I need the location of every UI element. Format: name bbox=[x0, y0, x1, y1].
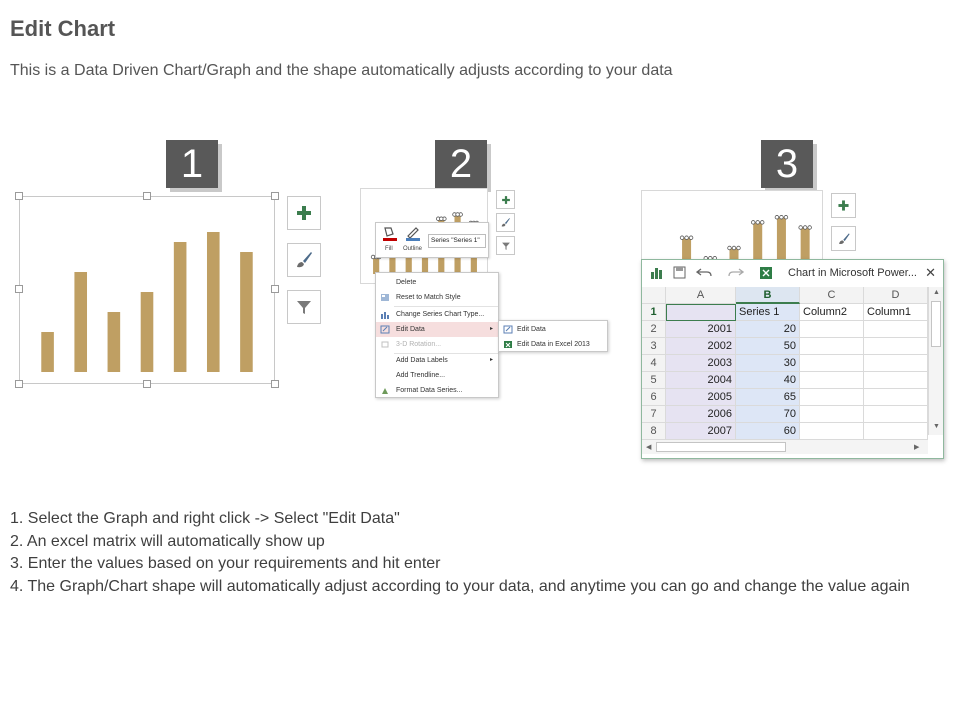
bar-selection-handle bbox=[456, 213, 460, 217]
bar-selection-handle bbox=[439, 217, 443, 221]
cell-empty[interactable] bbox=[864, 389, 928, 406]
bar-selection-handle bbox=[780, 215, 784, 219]
excel-icon bbox=[503, 340, 513, 349]
scroll-left-icon[interactable]: ◀ bbox=[646, 444, 652, 451]
cell-empty[interactable] bbox=[800, 423, 864, 440]
scroll-up-icon[interactable]: ▲ bbox=[933, 289, 940, 296]
menu-item-change-chart-type[interactable] bbox=[376, 307, 498, 322]
bar-selection-handle bbox=[685, 236, 689, 240]
bar-chart-selected[interactable] bbox=[645, 205, 821, 259]
edit-data-icon bbox=[380, 325, 390, 334]
row-header[interactable]: 2 bbox=[642, 321, 666, 338]
column-header-c[interactable]: C bbox=[800, 287, 864, 304]
context-menu bbox=[375, 272, 499, 398]
reset-style-icon bbox=[380, 293, 390, 302]
edit-data-icon bbox=[503, 325, 513, 334]
vertical-scrollbar[interactable] bbox=[928, 287, 943, 435]
cell-year[interactable]: 2001 bbox=[666, 321, 736, 338]
row-header[interactable]: 7 bbox=[642, 406, 666, 423]
bar-2006[interactable] bbox=[207, 232, 220, 372]
cell-series-value[interactable]: 65 bbox=[736, 389, 800, 406]
scrollbar-thumb[interactable] bbox=[931, 301, 941, 347]
bar-2005[interactable] bbox=[174, 242, 187, 372]
row-header[interactable]: 4 bbox=[642, 355, 666, 372]
cell-empty[interactable] bbox=[864, 423, 928, 440]
menu-item-label: Reset to Match Style bbox=[396, 294, 461, 301]
cell-year[interactable]: 2004 bbox=[666, 372, 736, 389]
menu-item-label: Format Data Series... bbox=[396, 387, 463, 394]
menu-item-delete[interactable] bbox=[376, 275, 498, 290]
instruction-step-4: 4. The Graph/Chart shape will automatically adjust according to your data, and anytime you can go and change the value again bbox=[10, 577, 910, 595]
cell-empty[interactable] bbox=[864, 338, 928, 355]
resize-handle[interactable] bbox=[143, 192, 151, 200]
fill-button[interactable] bbox=[380, 226, 402, 256]
bar-selection-handle bbox=[784, 215, 788, 219]
outline-label: Outline bbox=[403, 246, 423, 252]
excel-window bbox=[641, 259, 944, 459]
menu-item-3d-rotation bbox=[376, 337, 498, 352]
add-chart-element-button[interactable] bbox=[496, 190, 515, 209]
chart-styles-button[interactable] bbox=[831, 226, 856, 251]
row-header[interactable]: 6 bbox=[642, 389, 666, 406]
select-all-corner[interactable] bbox=[642, 287, 666, 304]
cell-empty[interactable] bbox=[864, 372, 928, 389]
menu-item-format-data-series[interactable] bbox=[376, 383, 498, 398]
filter-icon bbox=[295, 298, 313, 316]
resize-handle[interactable] bbox=[15, 380, 23, 388]
menu-item-add-trendline[interactable] bbox=[376, 368, 498, 383]
bar-selection-handle bbox=[760, 221, 764, 225]
row-header-1[interactable]: 1 bbox=[642, 304, 666, 321]
rotate-3d-icon bbox=[380, 340, 390, 349]
cell-series-value[interactable]: 60 bbox=[736, 423, 800, 440]
bar-2005[interactable] bbox=[753, 222, 762, 259]
instruction-step-2: 2. An excel matrix will automatically show up bbox=[10, 532, 325, 550]
cell-series-value[interactable]: 40 bbox=[736, 372, 800, 389]
resize-handle[interactable] bbox=[15, 192, 23, 200]
cell-c1[interactable]: Column2 bbox=[800, 304, 864, 321]
bar-selection-handle bbox=[732, 246, 736, 250]
bar-selection-handle bbox=[680, 236, 684, 240]
row-header[interactable]: 8 bbox=[642, 423, 666, 440]
bar-selection-handle bbox=[803, 226, 807, 230]
scroll-down-icon[interactable]: ▼ bbox=[933, 423, 940, 430]
instruction-step-3: 3. Enter the values based on your requirements and hit enter bbox=[10, 555, 441, 572]
redo-icon[interactable] bbox=[726, 266, 744, 279]
menu-item-add-data-labels[interactable] bbox=[376, 353, 498, 368]
cell-empty[interactable] bbox=[864, 406, 928, 423]
bar-selection-handle bbox=[728, 246, 732, 250]
submenu-item-label: Edit Data bbox=[517, 326, 546, 333]
undo-icon[interactable] bbox=[696, 266, 714, 279]
excel-titlebar bbox=[642, 260, 943, 286]
bar-2006[interactable] bbox=[777, 217, 786, 259]
menu-item-label: Delete bbox=[396, 279, 417, 286]
paint-bucket-icon bbox=[381, 226, 401, 242]
row-header[interactable]: 3 bbox=[642, 338, 666, 355]
cell-year[interactable]: 2006 bbox=[666, 406, 736, 423]
resize-handle[interactable] bbox=[143, 380, 151, 388]
cell-b1[interactable]: Series 1 bbox=[736, 304, 800, 321]
submenu-item-edit-data-excel[interactable] bbox=[499, 337, 607, 352]
plus-icon bbox=[501, 195, 511, 205]
edit-data-submenu bbox=[498, 320, 608, 352]
submenu-item-label: Edit Data in Excel 2013 bbox=[517, 341, 590, 348]
excel-window-title: Chart in Microsoft Power... bbox=[788, 267, 917, 279]
series-select-value: Series "Series 1" bbox=[431, 237, 480, 244]
format-mini-toolbar bbox=[375, 222, 489, 258]
delete-icon bbox=[380, 278, 390, 287]
horizontal-scrollbar[interactable] bbox=[642, 439, 928, 454]
column-header-d[interactable]: D bbox=[864, 287, 928, 304]
chart-filters-button[interactable] bbox=[496, 236, 515, 255]
brush-icon bbox=[837, 232, 851, 246]
page-title: Edit Chart bbox=[10, 16, 116, 41]
chart-styles-button[interactable] bbox=[287, 243, 321, 277]
menu-item-label: Change Series Chart Type... bbox=[396, 311, 485, 318]
cell-series-value[interactable]: 50 bbox=[736, 338, 800, 355]
column-header-b[interactable]: B bbox=[736, 287, 800, 304]
excel-icon[interactable] bbox=[759, 266, 773, 280]
scrollbar-thumb[interactable] bbox=[656, 442, 786, 452]
bar-2002[interactable] bbox=[682, 238, 691, 259]
menu-item-label: Edit Data bbox=[396, 326, 425, 333]
fill-label: Fill bbox=[385, 246, 393, 252]
menu-item-label: Add Trendline... bbox=[396, 372, 446, 379]
cell-year[interactable]: 2007 bbox=[666, 423, 736, 440]
bar-selection-handle bbox=[799, 226, 803, 230]
menu-item-edit-data[interactable] bbox=[376, 322, 498, 337]
bar-2001[interactable] bbox=[41, 332, 54, 372]
series-select[interactable] bbox=[428, 234, 486, 248]
chart-filters-button[interactable] bbox=[287, 290, 321, 324]
instructions bbox=[10, 508, 945, 598]
cell-series-value[interactable]: 70 bbox=[736, 406, 800, 423]
bar-2002[interactable] bbox=[74, 272, 87, 372]
step-badge-2: 2 bbox=[435, 140, 487, 188]
plus-icon bbox=[295, 204, 313, 222]
page-subtitle: This is a Data Driven Chart/Graph and the shape automatically adjusts according to your data bbox=[10, 62, 673, 79]
bar-selection-handle bbox=[775, 215, 779, 219]
chart-type-icon bbox=[380, 310, 390, 319]
bar-chart[interactable] bbox=[25, 200, 269, 380]
resize-handle[interactable] bbox=[271, 285, 279, 293]
bar-selection-handle bbox=[756, 221, 760, 225]
bar-selection-handle bbox=[737, 246, 741, 250]
resize-handle[interactable] bbox=[271, 192, 279, 200]
cell-empty[interactable] bbox=[800, 338, 864, 355]
cell-empty[interactable] bbox=[800, 321, 864, 338]
menu-item-reset-style[interactable] bbox=[376, 290, 498, 305]
cell-series-value[interactable]: 30 bbox=[736, 355, 800, 372]
cell-empty[interactable] bbox=[800, 389, 864, 406]
cell-year[interactable]: 2005 bbox=[666, 389, 736, 406]
cell-empty[interactable] bbox=[800, 372, 864, 389]
column-header-a[interactable]: A bbox=[666, 287, 736, 304]
submenu-arrow-icon: ▸ bbox=[489, 357, 493, 363]
save-icon[interactable] bbox=[673, 266, 686, 279]
add-chart-element-button[interactable] bbox=[831, 193, 856, 218]
submenu-arrow-icon: ▸ bbox=[489, 326, 493, 332]
bar-selection-handle bbox=[689, 236, 693, 240]
brush-icon bbox=[500, 217, 511, 228]
cell-a1[interactable] bbox=[666, 304, 736, 321]
cell-empty[interactable] bbox=[800, 406, 864, 423]
chart-styles-button[interactable] bbox=[496, 213, 515, 232]
step-badge-1: 1 bbox=[166, 140, 218, 188]
cell-year[interactable]: 2002 bbox=[666, 338, 736, 355]
close-icon[interactable]: ✕ bbox=[925, 265, 936, 280]
bar-2004[interactable] bbox=[141, 292, 154, 372]
bar-2007[interactable] bbox=[801, 228, 810, 260]
row-header[interactable]: 5 bbox=[642, 372, 666, 389]
plus-icon bbox=[837, 199, 850, 212]
cell-empty[interactable] bbox=[864, 321, 928, 338]
bar-2003[interactable] bbox=[108, 312, 121, 372]
cell-year[interactable]: 2003 bbox=[666, 355, 736, 372]
resize-handle[interactable] bbox=[271, 380, 279, 388]
scroll-right-icon[interactable]: ▶ bbox=[914, 444, 920, 451]
resize-handle[interactable] bbox=[15, 285, 23, 293]
cell-d1[interactable]: Column1 bbox=[864, 304, 928, 321]
cell-empty[interactable] bbox=[800, 355, 864, 372]
outline-button[interactable] bbox=[402, 226, 426, 256]
cell-empty[interactable] bbox=[864, 355, 928, 372]
instruction-step-1: 1. Select the Graph and right click -> Select "Edit Data" bbox=[10, 510, 400, 527]
step-badge-3: 3 bbox=[761, 140, 813, 188]
chart-icon bbox=[650, 266, 664, 280]
bar-selection-handle bbox=[751, 221, 755, 225]
format-series-icon bbox=[380, 386, 390, 395]
brush-icon bbox=[294, 250, 314, 270]
bar-selection-handle bbox=[808, 226, 812, 230]
menu-item-label: Add Data Labels bbox=[396, 357, 448, 364]
menu-item-label: 3-D Rotation... bbox=[396, 341, 442, 348]
filter-icon bbox=[501, 241, 511, 251]
pen-outline-icon bbox=[404, 226, 424, 242]
add-chart-element-button[interactable] bbox=[287, 196, 321, 230]
bar-2007[interactable] bbox=[240, 252, 253, 372]
submenu-item-edit-data[interactable] bbox=[499, 322, 607, 337]
cell-series-value[interactable]: 20 bbox=[736, 321, 800, 338]
